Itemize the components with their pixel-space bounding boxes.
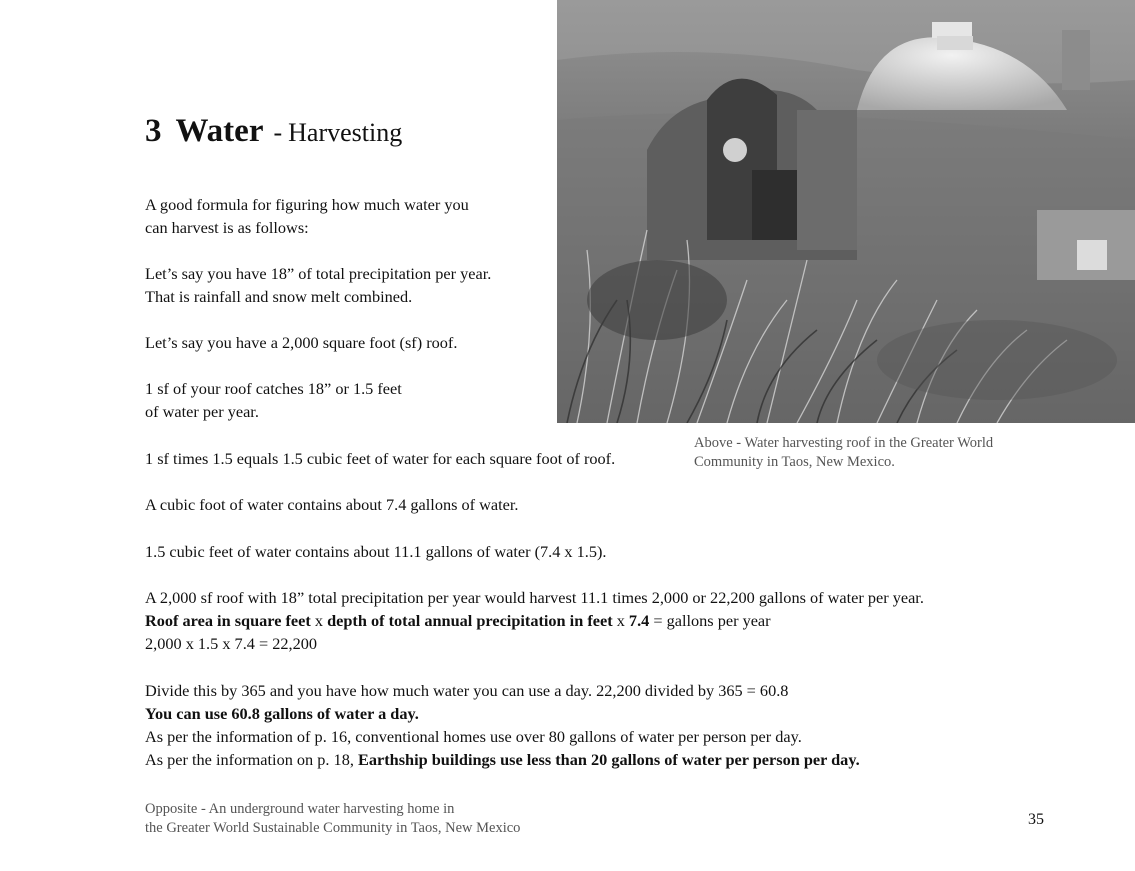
chapter-title: Water (175, 113, 264, 149)
cubic-paragraph (145, 540, 606, 563)
divide-line: Divide this by 365 and you have how much water you can use a day. 22,200 divided by 365 = 60.8 (145, 681, 789, 700)
photo-caption (694, 434, 993, 472)
daily-paragraph (145, 679, 860, 771)
opposite-caption-line-2: the Greater World Sustainable Community in Taos, New Mexico (145, 820, 521, 836)
photo-caption-line-2: Community in Taos, New Mexico. (694, 454, 895, 470)
photo-caption-line-1: Above - Water harvesting roof in the Greater World (694, 435, 994, 451)
intro-line-2: can harvest is as follows: (145, 218, 309, 237)
earthship-bold: Earthship buildings use less than 20 gallons of water per person per day. (357, 750, 860, 769)
formula-times-2: x (612, 611, 629, 630)
gallons-line: A cubic foot of water contains about 7.4 gallons of water. (145, 495, 519, 514)
total-paragraph (145, 586, 924, 655)
intro-line-1: A good formula for figuring how much water you (145, 195, 469, 214)
earthship-line (145, 750, 860, 769)
opposite-caption (145, 800, 520, 838)
chapter-number: 3 (145, 113, 162, 149)
earthship-photo (557, 0, 1135, 423)
catch-line-1: 1 sf of your roof catches 18” or 1.5 feet (145, 379, 402, 398)
intro-paragraph (145, 193, 469, 239)
roof-paragraph (145, 331, 457, 354)
formula-depth: depth of total annual precipitation in feet (327, 611, 613, 630)
page-title (145, 112, 402, 150)
formula-result: = gallons per year (649, 611, 771, 630)
gallons-paragraph (145, 493, 518, 516)
page-number: 35 (1028, 811, 1044, 828)
example-line: 2,000 x 1.5 x 7.4 = 22,200 (145, 634, 317, 653)
total-line: A 2,000 sf roof with 18” total precipitation per year would harvest 11.1 times 2,000 or 22,200 gallons of water per year. (145, 588, 924, 607)
formula-times-1: x (310, 611, 328, 630)
opposite-caption-line-1: Opposite - An underground water harvesting home in (145, 801, 455, 817)
roof-line: Let’s say you have a 2,000 square foot (sf) roof. (145, 333, 458, 352)
times-paragraph (145, 447, 615, 470)
chapter-subtitle: Harvesting (288, 118, 403, 147)
times-line: 1 sf times 1.5 equals 1.5 cubic feet of water for each square foot of roof. (145, 449, 616, 468)
formula-line (145, 611, 771, 630)
daily-bold-line: You can use 60.8 gallons of water a day. (145, 704, 419, 723)
cubic-line: 1.5 cubic feet of water contains about 11.1 gallons of water (7.4 x 1.5). (145, 542, 607, 561)
catch-line-2: of water per year. (145, 402, 259, 421)
title-separator: - (273, 118, 283, 147)
photo-earthship-dome-roof-icon (557, 0, 1135, 423)
precipitation-paragraph (145, 262, 491, 308)
conventional-line: As per the information of p. 16, conventional homes use over 80 gallons of water per person per day. (145, 727, 802, 746)
precip-line-2: That is rainfall and snow melt combined. (145, 287, 413, 306)
formula-factor: 7.4 (628, 611, 650, 630)
catch-paragraph (145, 377, 402, 423)
formula-roof-area: Roof area in square feet (145, 611, 311, 630)
earthship-prefix: As per the information on p. 18, (145, 750, 358, 769)
precip-line-1: Let’s say you have 18” of total precipitation per year. (145, 264, 492, 283)
